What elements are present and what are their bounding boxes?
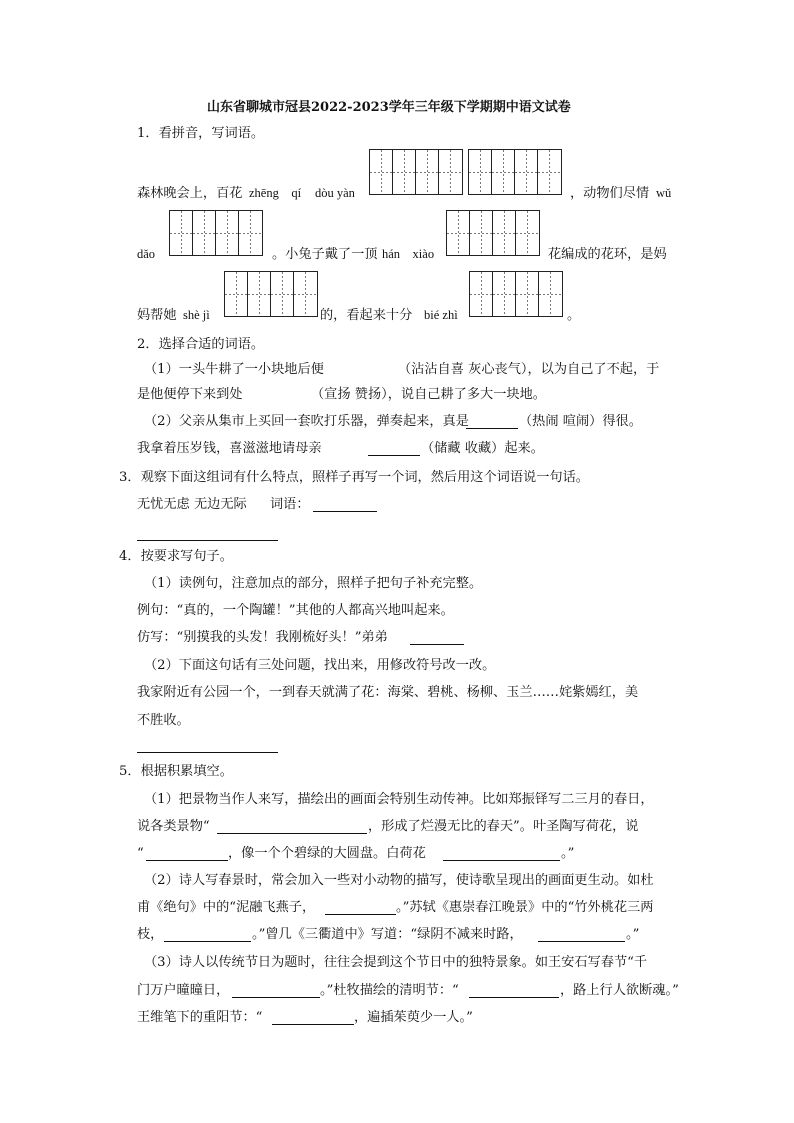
- answer-blank[interactable]: [538, 941, 625, 942]
- q5-p3b-mid: 。”杜牧描绘的清明节：“: [320, 983, 459, 998]
- q2-p1b-options: （宣扬 赞扬），说自己耕了多大一块地。: [311, 387, 546, 402]
- pinyin-biezhi: bié zhì: [424, 308, 458, 322]
- q5-p1a: （1）把景物当作人来写，描绘出的画面会特别生动传神。比如郑振铎写二三月的春日，: [144, 792, 654, 807]
- q1-line1-text: 森林晚会上，百花: [137, 186, 243, 201]
- q5-p2c-mid: 。”曾几《三衢道中》写道：“绿阴不减来时路，: [252, 927, 523, 942]
- answer-blank[interactable]: [325, 914, 396, 915]
- q2-p2a-options: （热闹 喧闹）得很。: [519, 414, 642, 429]
- q5-p3c-post: ，遍插茱萸少一人。”: [354, 1010, 473, 1025]
- answer-blank[interactable]: [217, 833, 367, 834]
- q3-words: 无忧无虑 无边无际: [137, 497, 247, 512]
- tianzige-grid-2[interactable]: [468, 149, 562, 195]
- answer-line[interactable]: [137, 752, 278, 753]
- pinyin-hanxiao: hán xiào: [382, 247, 435, 261]
- q4-sentence-b: 不胜收。: [137, 713, 190, 728]
- q5-heading: 5．根据积累填空。: [119, 764, 233, 779]
- answer-blank[interactable]: [313, 511, 377, 512]
- q5-p1c-mid: ，像一个个碧绿的大圆盘。白荷花: [228, 846, 426, 861]
- answer-blank[interactable]: [443, 860, 560, 861]
- answer-blank[interactable]: [410, 644, 464, 645]
- q5-p1b-pre: 说各类景物“: [137, 819, 210, 834]
- q5-p2a: （2）诗人写春景时，常会加入一些对小动物的描写，使诗歌呈现出的画面更生动。如杜: [144, 873, 654, 888]
- q2-p1a: （1）一头牛耕了一小块地后便: [144, 362, 324, 377]
- tianzige-grid-1[interactable]: [369, 149, 463, 195]
- q1-line2-after: 花编成的花环，是妈: [548, 247, 667, 262]
- pinyin-wu: wǔ: [656, 186, 672, 200]
- pinyin-dao: dǎo: [137, 247, 156, 261]
- pinyin-zhengqi: zhēng qí: [249, 186, 302, 200]
- pinyin-sheji: shè jì: [183, 308, 210, 322]
- q1-heading: 1．看拼音，写词语。: [137, 126, 265, 141]
- q1-line2-mid: 。小兔子戴了一顶: [272, 247, 378, 262]
- q4-s1: （1）读例句，注意加点的部分，照样子把句子补充完整。: [144, 576, 483, 591]
- q2-p1a-options: （沾沾自喜 灰心丧气），以为自己了不起，于: [398, 362, 660, 377]
- q4-sentence-a: 我家附近有公园一个，一到春天就满了花：海棠、碧桃、杨柳、玉兰……姹紫嫣红，美: [137, 685, 639, 700]
- q1-line3-mid: 的，看起来十分: [320, 308, 413, 323]
- q5-p2c-post: 。”: [626, 927, 640, 942]
- answer-blank[interactable]: [146, 860, 228, 861]
- q5-p2c-pre: 枝，: [137, 927, 164, 942]
- q1-line1-after: ，动物们尽情: [570, 186, 650, 201]
- q3-label: 词语：: [270, 497, 310, 512]
- q4-example: 例句：“真的，一个陶罐！”其他的人都高兴地叫起来。: [137, 603, 454, 618]
- q4-imitate: 仿写：“别摸我的头发！我刚梳好头！”弟弟: [137, 630, 388, 645]
- q5-p2b-post: 。”苏轼《惠崇春江晚景》中的“竹外桃花三两: [396, 900, 654, 915]
- q1-line3-text: 妈帮她: [137, 308, 177, 323]
- q5-p3b-pre: 门万户曈曈日，: [137, 983, 230, 998]
- tianzige-grid-5[interactable]: [224, 271, 318, 317]
- q5-p3c-pre: 王维笔下的重阳节：“: [137, 1010, 263, 1025]
- answer-blank[interactable]: [164, 941, 251, 942]
- answer-blank[interactable]: [368, 455, 420, 456]
- pinyin-douyan: dòu yàn: [315, 186, 355, 200]
- q5-p2b-pre: 甫《绝句》中的“泥融飞燕子，: [137, 900, 316, 915]
- answer-blank[interactable]: [466, 428, 518, 429]
- tianzige-grid-3[interactable]: [169, 210, 263, 256]
- answer-blank[interactable]: [232, 997, 320, 998]
- q2-p2b-options: （储藏 收藏）起来。: [421, 441, 544, 456]
- q3-heading: 3．观察下面这组词有什么特点，照样子再写一个词，然后用这个词语说一句话。: [119, 470, 589, 485]
- q4-s2: （2）下面这句话有三处问题，找出来，用修改符号改一改。: [144, 658, 496, 673]
- page-title: 山东省聊城市冠县2022-2023学年三年级下学期期中语文试卷: [207, 100, 571, 115]
- q2-heading: 2．选择合适的词语。: [137, 337, 265, 352]
- q2-p2a: （2）父亲从集市上买回一套吹打乐器，弹奏起来，真是: [144, 414, 469, 429]
- answer-blank[interactable]: [272, 1024, 354, 1025]
- q1-line3-end: 。: [567, 308, 581, 323]
- q2-p1b: 是他便停下来到处: [137, 387, 243, 402]
- q5-p1c-post: 。”: [561, 846, 575, 861]
- q2-p2b: 我拿着压岁钱，喜滋滋地请母亲: [137, 441, 322, 456]
- q5-p3a: （3）诗人以传统节日为题时，往往会提到这个节日中的独特景象。如王安石写春节“千: [144, 955, 648, 970]
- answer-blank[interactable]: [469, 997, 559, 998]
- q5-p3b-post: ，路上行人欲断魂。”: [560, 983, 679, 998]
- q4-heading: 4．按要求写句子。: [119, 549, 233, 564]
- tianzige-grid-6[interactable]: [469, 271, 563, 317]
- q5-p1c-pre: “: [137, 846, 144, 861]
- tianzige-grid-4[interactable]: [446, 210, 540, 256]
- q5-p1b-post: ，形成了烂漫无比的春天”。叶圣陶写荷花，说: [368, 819, 639, 834]
- answer-line[interactable]: [137, 540, 278, 541]
